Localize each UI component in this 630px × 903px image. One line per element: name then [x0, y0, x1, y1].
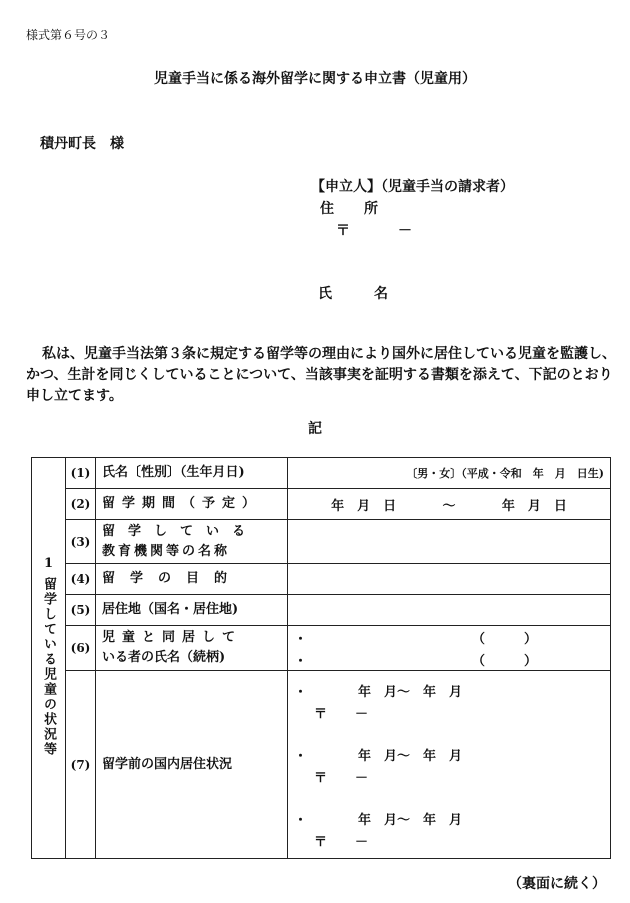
- address-label: 住 所: [320, 201, 386, 217]
- row-number: (1): [66, 458, 96, 489]
- row-label-line: 児童と同居して: [102, 630, 243, 645]
- residence-period: 年 月～ 年 月: [358, 685, 463, 700]
- ki-heading: 記: [308, 421, 322, 437]
- row-label: 氏名〔性別〕（生年月日): [96, 458, 288, 489]
- period-separator: ～: [442, 498, 456, 514]
- row-label: 留学前の国内居住状況: [96, 671, 288, 859]
- study-period-field[interactable]: [288, 489, 611, 520]
- row-number: (6): [66, 626, 96, 671]
- postal-mark: 〒: [336, 223, 350, 239]
- statement-text: 私は、児童手当法第３条に規定する留学等の理由により国外に居住している児童を監護し、かつ、生計を同じくしていることについて、当該事実を証明する書類を添えて、下記のとおり申し立てます。: [26, 346, 616, 404]
- row-number: (4): [66, 564, 96, 595]
- relation-paren: （ ）: [472, 631, 538, 647]
- postal-mark: 〒: [314, 835, 328, 850]
- postal-dash: －: [355, 707, 369, 722]
- document-title: 児童手当に係る海外留学に関する申立書（児童用）: [154, 71, 476, 87]
- institution-name-field[interactable]: [288, 520, 611, 564]
- row-number: (5): [66, 595, 96, 626]
- residence-period: 年 月～ 年 月: [358, 813, 463, 828]
- row-number: (2): [66, 489, 96, 520]
- cohabitant-names-field[interactable]: [288, 626, 611, 671]
- period-to: 年 月 日: [501, 498, 567, 514]
- row-label-cell: [96, 520, 288, 564]
- postal-dash: －: [398, 223, 412, 239]
- addressee: 積丹町長 様: [40, 136, 124, 152]
- section-label-cell: [32, 458, 66, 859]
- bullet: ・: [294, 749, 308, 764]
- bullet: ・: [294, 685, 308, 700]
- bullet: ・: [294, 813, 308, 828]
- name-gender-birthdate-field[interactable]: [288, 458, 611, 489]
- postal-mark: 〒: [314, 707, 328, 722]
- continued-note: （裏面に続く）: [508, 876, 606, 892]
- residence-entry: [294, 808, 604, 852]
- residence-entry: [294, 680, 604, 724]
- child-status-table: [31, 457, 611, 859]
- postal-mark: 〒: [314, 771, 328, 786]
- gender-birthdate-template: 〔男・女〕（平成・令和 年 月 日生): [406, 467, 604, 480]
- bullet: ・: [294, 653, 308, 669]
- row-label-line: 教育機関等の名称: [102, 543, 231, 559]
- row-label: 留学期間（予定）: [96, 489, 288, 520]
- row-label: 居住地（国名・居住地): [96, 595, 288, 626]
- postal-dash: －: [355, 771, 369, 786]
- row-label-line: 留学している: [102, 523, 259, 539]
- residence-field[interactable]: [288, 595, 611, 626]
- relation-paren: （ ）: [472, 653, 538, 669]
- residence-period: 年 月～ 年 月: [358, 749, 463, 764]
- row-label: 留学の目的: [96, 564, 288, 595]
- name-label: 氏 名: [318, 286, 402, 302]
- postal-dash: －: [355, 835, 369, 850]
- bullet: ・: [294, 631, 308, 647]
- row-number: (7): [66, 671, 96, 859]
- row-label-cell: [96, 626, 288, 671]
- study-purpose-field[interactable]: [288, 564, 611, 595]
- residence-entry: [294, 744, 604, 788]
- row-label-line: いる者の氏名（続柄): [102, 650, 226, 665]
- row-number: (3): [66, 520, 96, 564]
- section-number: 1: [43, 555, 54, 571]
- section-title: 留学している児童の状況等: [41, 576, 56, 757]
- form-number: 様式第６号の３: [26, 28, 111, 42]
- period-from: 年 月 日: [331, 498, 397, 514]
- applicant-heading: 【申立人】（児童手当の請求者）: [311, 179, 514, 195]
- prior-domestic-residence-field[interactable]: [288, 671, 611, 859]
